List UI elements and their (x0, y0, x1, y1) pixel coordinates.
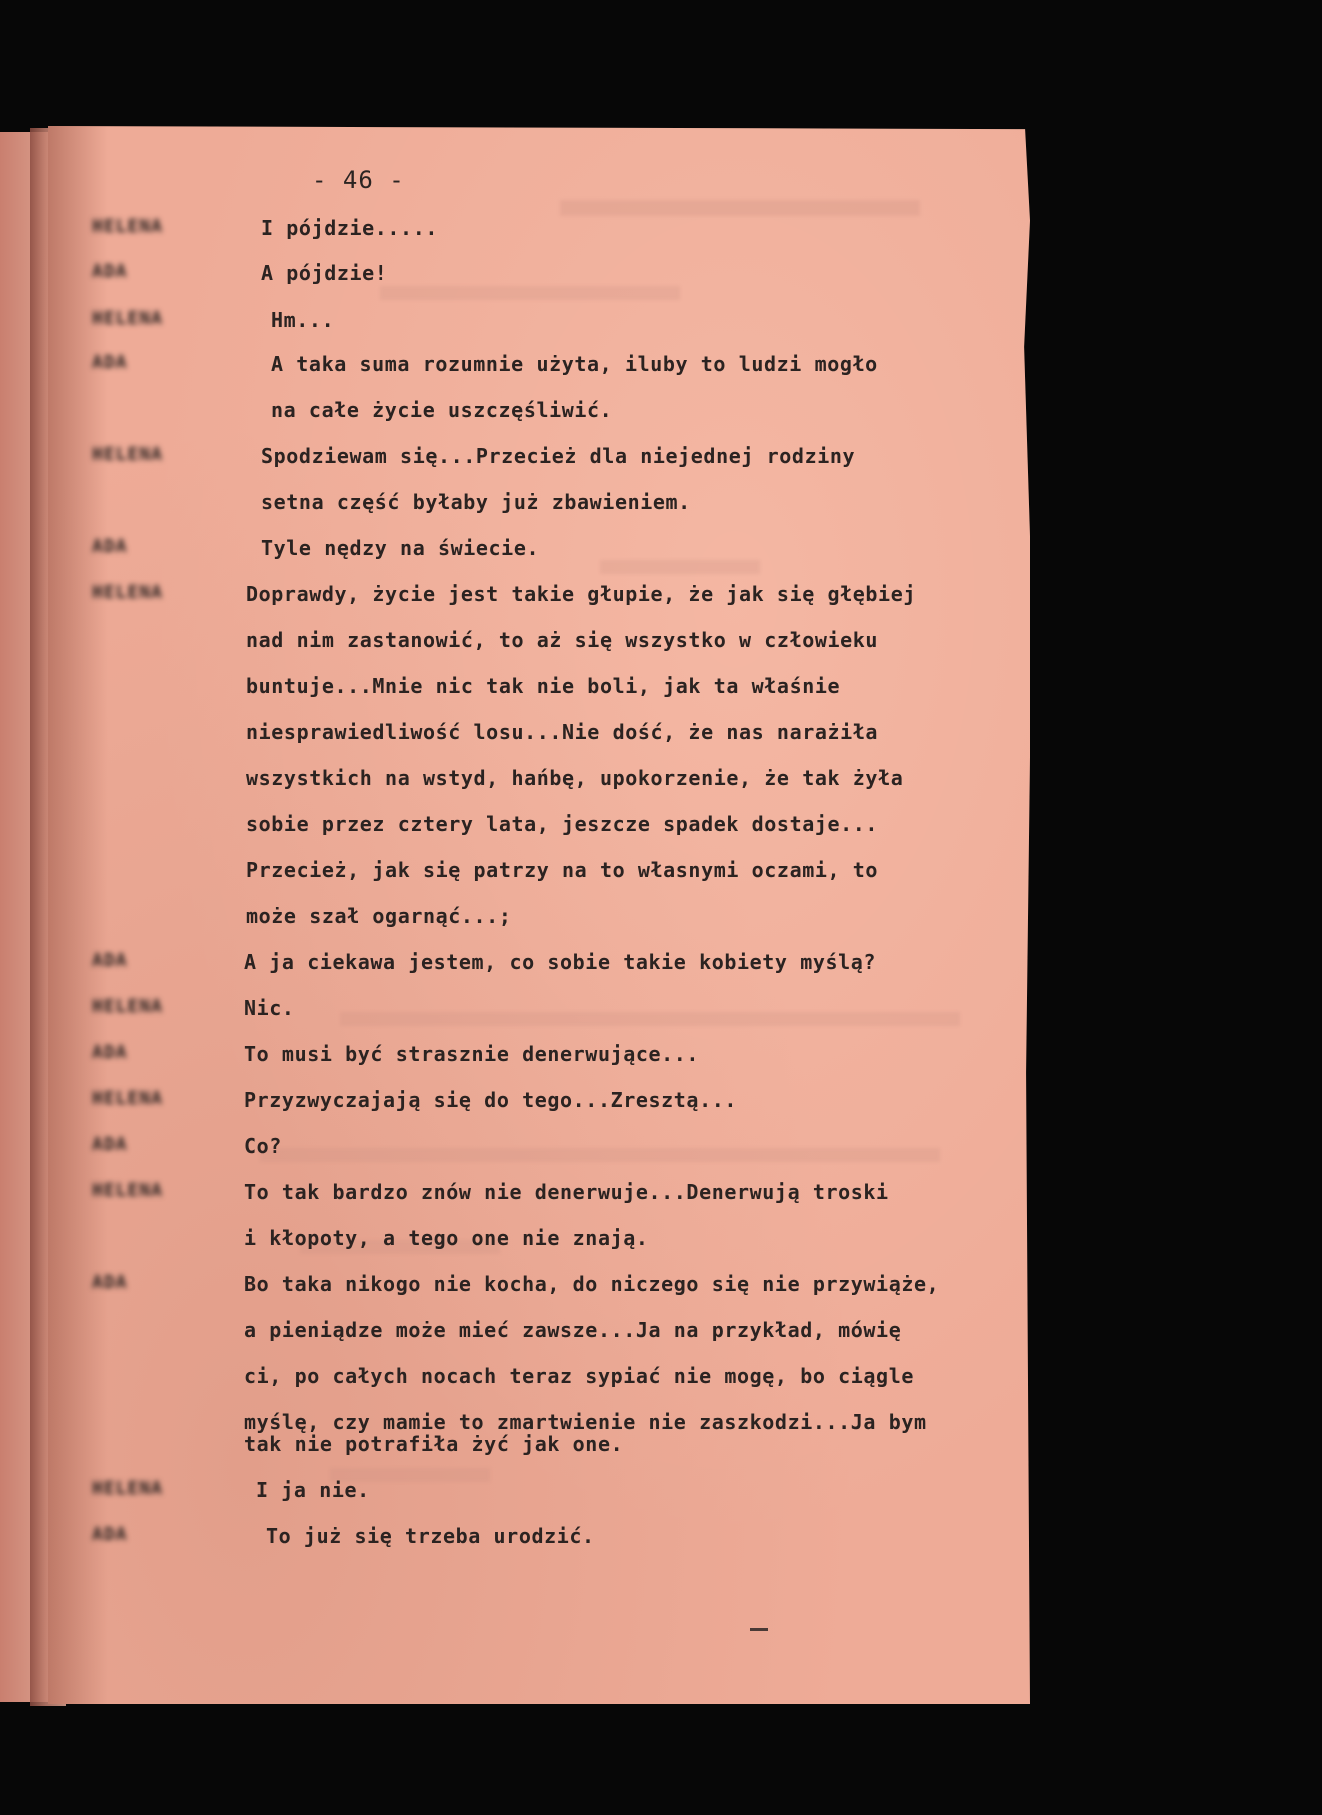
dialogue-line (0, 628, 1010, 664)
speech-text: Przecież, jak się patrzy na to własnymi oczami, to (246, 858, 879, 882)
speech-text: I pójdzie..... (261, 216, 438, 240)
speaker-name: ADA (92, 1042, 128, 1063)
speech-text: ci, po całych nocach teraz sypiać nie mogę, bo ciągle (244, 1364, 914, 1388)
speech-text: myślę, czy mamie to zmartwienie nie zaszkodzi...Ja bym (244, 1410, 927, 1434)
dialogue-line (0, 1226, 1010, 1262)
dialogue-line (0, 858, 1010, 894)
dialogue-line (0, 1432, 1010, 1468)
dialogue-line (0, 490, 1010, 526)
dialogue-line (0, 950, 1010, 986)
speaker-name: HELENA (92, 308, 164, 329)
speech-text: wszystkich na wstyd, hańbę, upokorzenie, że tak żyła (246, 766, 904, 790)
speech-text: Doprawdy, życie jest takie głupie, że jak się głębiej (246, 582, 916, 606)
dialogue-line (0, 996, 1010, 1032)
dialogue-line (0, 444, 1010, 480)
speaker-name: ADA (92, 261, 128, 282)
bleed-through-mark (560, 200, 920, 216)
speech-text: A pójdzie! (261, 261, 388, 285)
ink-speck (750, 1628, 768, 1631)
speech-text: A ja ciekawa jestem, co sobie takie kobiety myślą? (244, 950, 877, 974)
dialogue-line (0, 1088, 1010, 1124)
speech-text: na całe życie uszczęśliwić. (271, 398, 613, 422)
dialogue-line (0, 1134, 1010, 1170)
dialogue-line (0, 1318, 1010, 1354)
speaker-name: HELENA (92, 996, 164, 1017)
speaker-name: ADA (92, 950, 128, 971)
dialogue-line (0, 308, 1010, 344)
speaker-name: ADA (92, 536, 128, 557)
speaker-name: ADA (92, 1134, 128, 1155)
dialogue-line (0, 1042, 1010, 1078)
dialogue-line (0, 261, 1010, 297)
speech-text: Tyle nędzy na świecie. (261, 536, 540, 560)
page-number: - 46 - (312, 166, 405, 194)
speech-text: niesprawiedliwość losu...Nie dość, że nas narażiła (246, 720, 879, 744)
dialogue-line (0, 582, 1010, 618)
speaker-name: HELENA (92, 1180, 164, 1201)
speech-text: To tak bardzo znów nie denerwuje...Denerwują troski (244, 1180, 889, 1204)
speech-text: może szał ogarnąć...; (246, 904, 512, 928)
dialogue-line (0, 720, 1010, 756)
speech-text: tak nie potrafiła żyć jak one. (244, 1432, 624, 1456)
dialogue-line (0, 766, 1010, 802)
speaker-name: HELENA (92, 1088, 164, 1109)
speaker-name: ADA (92, 1524, 128, 1545)
speech-text: a pieniądze może mieć zawsze...Ja na przykład, mówię (244, 1318, 902, 1342)
speaker-name: HELENA (92, 1478, 164, 1499)
dialogue-line (0, 812, 1010, 848)
speech-text: A taka suma rozumnie użyta, iluby to ludzi mogło (271, 352, 878, 376)
speaker-name: ADA (92, 1272, 128, 1293)
speech-text: Nic. (244, 996, 295, 1020)
speech-text: Co? (244, 1134, 282, 1158)
dialogue-line (0, 674, 1010, 710)
speech-text: To musi być strasznie denerwujące... (244, 1042, 700, 1066)
dialogue-line (0, 1364, 1010, 1400)
speech-text: Bo taka nikogo nie kocha, do niczego się nie przywiąże, (244, 1272, 940, 1296)
speech-text: Hm... (271, 308, 335, 332)
speech-text: Spodziewam się...Przecież dla niejednej rodziny (261, 444, 856, 468)
speaker-name: HELENA (92, 582, 164, 603)
speech-text: To już się trzeba urodzić. (266, 1524, 595, 1548)
dialogue-line (0, 398, 1010, 434)
dialogue-line (0, 352, 1010, 388)
dialogue-line (0, 536, 1010, 572)
speaker-name: HELENA (92, 216, 164, 237)
speech-text: nad nim zastanowić, to aż się wszystko w człowieku (246, 628, 879, 652)
dialogue-line (0, 1478, 1010, 1514)
speaker-name: ADA (92, 352, 128, 373)
speaker-name: HELENA (92, 444, 164, 465)
speech-text: sobie przez cztery lata, jeszcze spadek dostaje... (246, 812, 879, 836)
dialogue-line (0, 904, 1010, 940)
speech-text: I ja nie. (256, 1478, 370, 1502)
dialogue-line (0, 1272, 1010, 1308)
speech-text: buntuje...Mnie nic tak nie boli, jak ta właśnie (246, 674, 841, 698)
speech-text: Przyzwyczajają się do tego...Zresztą... (244, 1088, 737, 1112)
dialogue-line (0, 1524, 1010, 1560)
dialogue-line (0, 1180, 1010, 1216)
speech-text: i kłopoty, a tego one nie znają. (244, 1226, 649, 1250)
dialogue-line (0, 216, 1010, 252)
speech-text: setna część byłaby już zbawieniem. (261, 490, 691, 514)
